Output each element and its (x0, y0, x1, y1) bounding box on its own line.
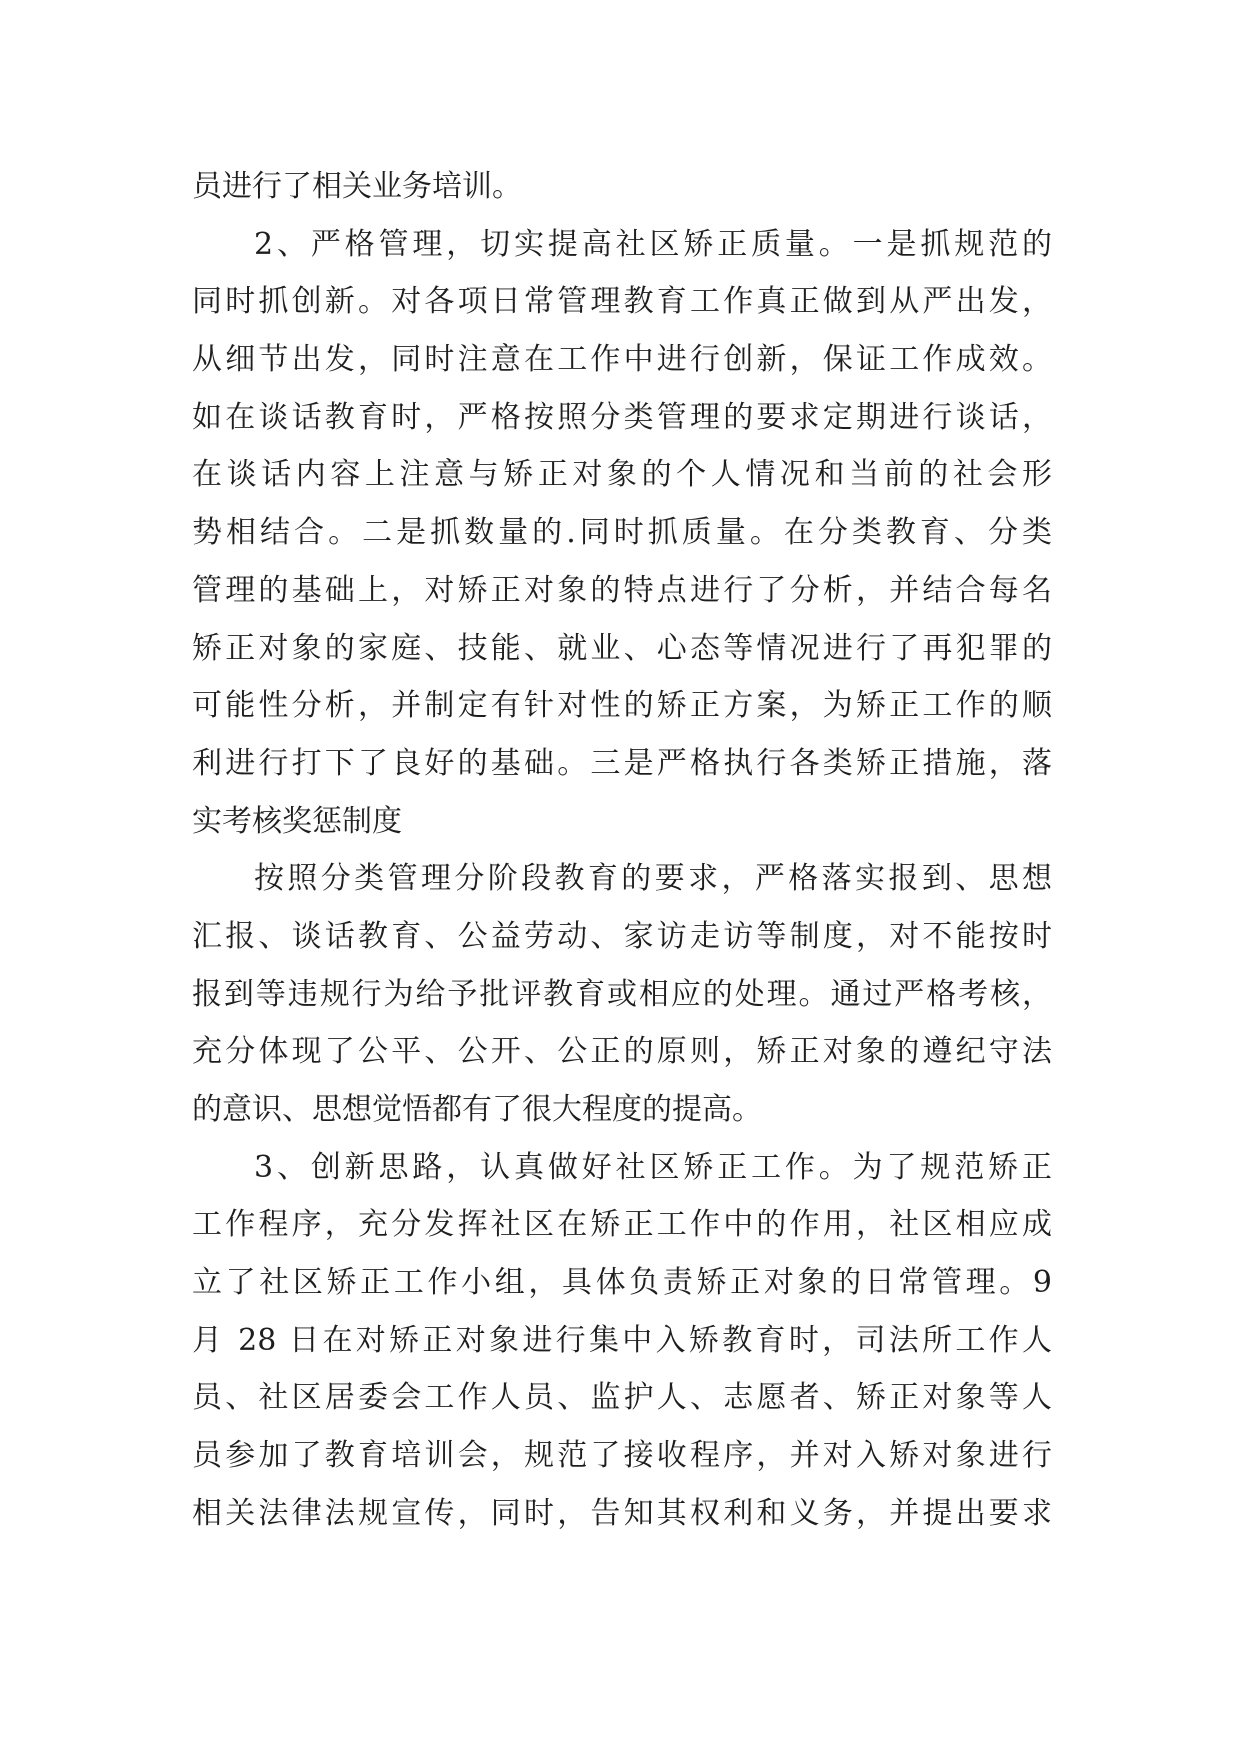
text-line: 管理的基础上，对矫正对象的特点进行了分析，并结合每名 (192, 572, 1052, 608)
text-line: 员参加了教育培训会，规范了接收程序，并对入矫对象进行 (192, 1438, 1052, 1474)
text-line: 报到等违规行为给予批评教育或相应的处理。通过严格考核， (192, 976, 1052, 1012)
text-line: 相关法律法规宣传，同时，告知其权利和义务，并提出要求 (192, 1495, 1052, 1531)
text-line: 按照分类管理分阶段教育的要求，严格落实报到、思想 (254, 861, 1052, 897)
text-line: 汇报、谈话教育、公益劳动、家访走访等制度，对不能按时 (192, 918, 1052, 954)
document-body (192, 158, 1052, 1543)
text-line: 利进行打下了良好的基础。三是严格执行各类矫正措施，落 (192, 745, 1052, 781)
text-line: 2、严格管理，切实提高社区矫正质量。一是抓规范的 (254, 226, 1052, 262)
text-line: 的意识、思想觉悟都有了很大程度的提高。 (192, 1092, 762, 1127)
text-line: 工作程序，充分发挥社区在矫正工作中的作用，社区相应成 (192, 1207, 1052, 1243)
text-line: 如在谈话教育时，严格按照分类管理的要求定期进行谈话， (192, 399, 1052, 435)
text-line: 员、社区居委会工作人员、监护人、志愿者、矫正对象等人 (192, 1380, 1052, 1416)
text-line: 同时抓创新。对各项日常管理教育工作真正做到从严出发， (192, 284, 1052, 320)
text-line: 势相结合。二是抓数量的.同时抓质量。在分类教育、分类 (192, 515, 1052, 551)
text-line: 3、创新思路，认真做好社区矫正工作。为了规范矫正 (254, 1149, 1052, 1185)
text-line: 充分体现了公平、公开、公正的原则，矫正对象的遵纪守法 (192, 1034, 1052, 1070)
text-line: 在谈话内容上注意与矫正对象的个人情况和当前的社会形 (192, 457, 1052, 493)
text-line: 员进行了相关业务培训。 (192, 169, 522, 204)
text-line: 实考核奖惩制度 (192, 803, 402, 839)
text-line: 矫正对象的家庭、技能、就业、心态等情况进行了再犯罪的 (192, 630, 1052, 666)
text-line: 月 28 日在对矫正对象进行集中入矫教育时，司法所工作人 (192, 1322, 1052, 1358)
text-line: 立了社区矫正工作小组，具体负责矫正对象的日常管理。9 (192, 1265, 1052, 1301)
text-line: 从细节出发，同时注意在工作中进行创新，保证工作成效。 (192, 342, 1052, 378)
text-line: 可能性分析，并制定有针对性的矫正方案，为矫正工作的顺 (192, 688, 1052, 724)
